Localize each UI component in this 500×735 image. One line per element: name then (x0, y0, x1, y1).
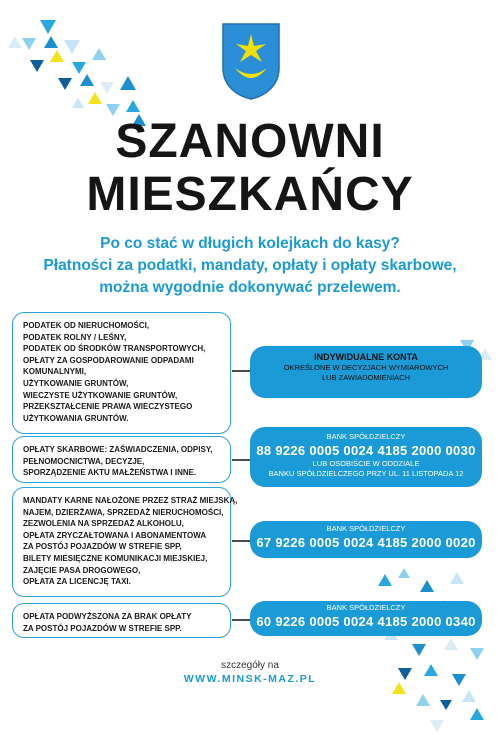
bank-account-box-0030 (250, 427, 482, 487)
list-item: OPŁATY SKARBOWE: ZAŚWIADCZENIA, ODPISY, (23, 445, 213, 454)
taxes-list-box (12, 312, 231, 434)
list-item: PODATEK ROLNY / LEŚNY, (23, 332, 127, 342)
triangles-top-left (8, 20, 146, 126)
list-item: BILETY MIESIĘCZNE KOMUNIKACJI MIEJSKIEJ, (23, 553, 208, 563)
bank-account-box-0340 (250, 601, 482, 636)
headline-line-2: MIESZKAŃCY (86, 168, 414, 221)
intro-line-3: można wygodnie dokonywać przelewem. (99, 279, 401, 296)
account-number[interactable]: 67 9226 0005 0024 4185 2000 0020 (256, 535, 476, 550)
stamp-duty-list-box (12, 436, 231, 483)
list-item: OPŁATA ZRYCZAŁTOWANA I ABONAMENTOWA (23, 530, 207, 540)
bank-name: BANK SPÓŁDZIELCZY (326, 432, 406, 441)
branch-note-1: LUB OSOBIŚCIE W ODDZIALE (312, 459, 420, 468)
individual-accounts-note-2: LUB ZAWIADOMIENIACH (321, 373, 411, 382)
list-item: OPŁATA ZA LICENCJĘ TAXI. (23, 577, 131, 587)
list-item: PODATEK OD ŚRODKÓW TRANSPORTOWYCH, (23, 344, 206, 354)
coat-of-arms-icon (221, 22, 281, 100)
list-item: UŻYTKOWANIA GRUNTÓW. (23, 413, 129, 423)
list-item: PRZEKSZTAŁCENIE PRAWA WIECZYSTEGO (23, 402, 193, 412)
fines-list-box (12, 487, 238, 597)
list-item: OPŁATY ZA GOSPODAROWANIE ODPADAMI (23, 355, 194, 365)
list-item: PODATEK OD NIERUCHOMOŚCI, (23, 321, 150, 330)
headline-line-1: SZANOWNI (115, 115, 385, 168)
individual-accounts-note-1: OKREŚLONE W DECYZJACH WYMIAROWYCH (283, 363, 449, 372)
parking-fee-list-box (12, 603, 231, 638)
bank-account-box-0020 (250, 521, 482, 558)
list-item: SPORZĄDZENIE AKTU MAŁŻEŃSTWA I INNE. (23, 468, 197, 478)
list-item: OPŁATA PODWYŻSZONA ZA BRAK OPŁATY (23, 612, 192, 621)
individual-accounts-heading: INDYWIDUALNE KONTA (314, 352, 418, 362)
intro-line-2: Płatności za podatki, mandaty, opłaty i opłaty skarbowe, (43, 257, 457, 274)
account-number[interactable]: 88 9226 0005 0024 4185 2000 0030 (256, 443, 476, 458)
account-number[interactable]: 60 9226 0005 0024 4185 2000 0340 (256, 614, 476, 629)
list-item: ZEZWOLENIA NA SPRZEDAŻ ALKOHOLU, (23, 519, 184, 529)
list-item: ZA POSTÓJ POJAZDÓW W STREFIE SPP. (23, 623, 182, 633)
list-item: UŻYTKOWANIE GRUNTÓW, (23, 378, 129, 388)
list-item: ZA POSTÓJ POJAZDÓW W STREFIE SPP, (23, 542, 182, 552)
details-label: szczegóły na (221, 660, 279, 671)
list-item: MANDATY KARNE NAŁOŻONE PRZEZ STRAŻ MIEJSKĄ, (23, 496, 238, 505)
bank-name: BANK SPÓŁDZIELCZY (326, 603, 406, 612)
list-item: PEŁNOMOCNICTWA, DECYZJE, (23, 456, 145, 466)
list-item: NAJEM, DZIERŻAWA, SPRZEDAŻ NIERUCHOMOŚCI, (23, 507, 224, 517)
list-item: WIECZYSTE UŻYTKOWANIE GRUNTÓW, (23, 390, 178, 400)
bank-name: BANK SPÓŁDZIELCZY (326, 524, 406, 533)
list-item: KOMUNALNYMI, (23, 367, 87, 377)
intro-question: Po co stać w długich kolejkach do kasy? (100, 235, 400, 252)
individual-accounts-box (250, 346, 482, 398)
website-link[interactable]: WWW.MINSK-MAZ.PL (183, 673, 317, 685)
list-item: ZAJĘCIE PASA DROGOWEGO, (23, 565, 141, 575)
branch-note-2: BANKU SPÓŁDZIELCZEGO PRZY UL. 11 LISTOPADA 12 (268, 469, 464, 478)
